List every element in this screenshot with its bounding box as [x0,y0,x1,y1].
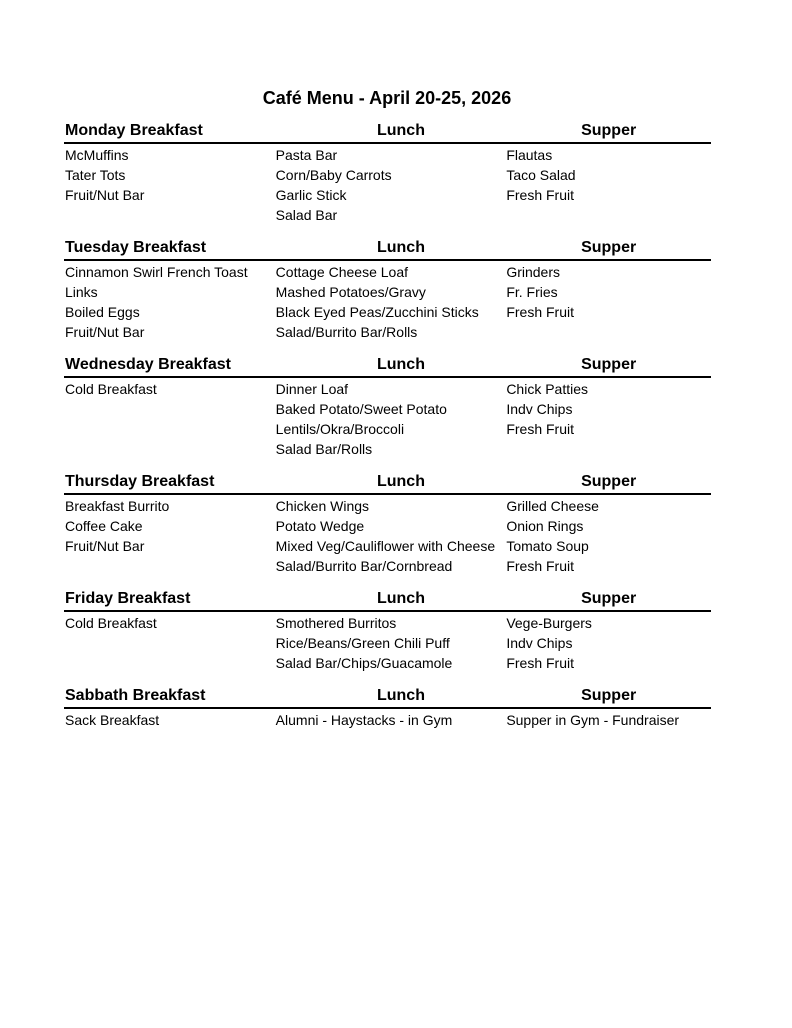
breakfast-item: Sack Breakfast [65,712,160,728]
breakfast-item: Fruit/Nut Bar [65,187,145,203]
menu-items [64,378,711,459]
supper-column [506,379,711,459]
breakfast-column [64,145,276,225]
supper-column [506,496,711,576]
menu-items [64,261,711,342]
supper-item: Fresh Fruit [506,304,574,320]
lunch-column [276,145,507,225]
lunch-item: Cottage Cheese Loaf [275,264,408,280]
supper-item: Grinders [506,264,560,280]
lunch-item: Garlic Stick [275,187,347,203]
breakfast-item: McMuffins [65,147,129,163]
lunch-item: Corn/Baby Carrots [275,167,392,183]
day-header [64,683,711,709]
supper-item: Onion Rings [506,518,584,534]
lunch-heading: Lunch [376,356,425,373]
breakfast-item: Cold Breakfast [65,615,157,631]
breakfast-item: Fruit/Nut Bar [65,538,145,554]
breakfast-item: Cold Breakfast [65,381,157,397]
lunch-heading: Lunch [376,122,425,139]
breakfast-item: Fruit/Nut Bar [65,324,145,340]
menu-items [64,612,711,673]
breakfast-column [64,710,276,730]
supper-item: Fr. Fries [506,284,558,300]
lunch-item: Dinner Loaf [275,381,349,397]
breakfast-column [64,496,276,576]
supper-item: Fresh Fruit [506,421,574,437]
supper-item: Taco Salad [506,167,576,183]
supper-item: Fresh Fruit [506,558,574,574]
day-header [64,352,711,378]
supper-item: Indv Chips [506,401,573,417]
lunch-column [276,613,507,673]
supper-heading: Supper [581,473,637,490]
supper-item: Supper in Gym - Fundraiser [506,712,680,728]
supper-item: Fresh Fruit [506,655,574,671]
lunch-heading: Lunch [376,239,425,256]
lunch-item: Salad/Burrito Bar/Rolls [275,324,418,340]
breakfast-column [64,379,276,459]
supper-column [506,262,711,342]
breakfast-item: Breakfast Burrito [65,498,170,514]
day-header [64,118,711,144]
lunch-item: Mixed Veg/Cauliflower with Cheese [275,538,496,554]
lunch-heading: Lunch [376,473,425,490]
breakfast-item: Links [65,284,98,300]
lunch-item: Alumni - Haystacks - in Gym [275,712,453,728]
supper-heading: Supper [581,239,637,256]
breakfast-heading: Tuesday Breakfast [65,239,207,256]
supper-column [506,710,711,730]
lunch-item: Smothered Burritos [275,615,397,631]
day-section [64,352,711,459]
lunch-heading: Lunch [376,687,425,704]
lunch-column [276,496,507,576]
menu-items [64,495,711,576]
supper-item: Grilled Cheese [506,498,599,514]
supper-item: Vege-Burgers [506,615,592,631]
breakfast-column [64,613,276,673]
supper-heading: Supper [581,356,637,373]
lunch-item: Pasta Bar [275,147,338,163]
breakfast-heading: Thursday Breakfast [65,473,215,490]
day-section [64,235,711,342]
supper-column [506,145,711,225]
breakfast-column [64,262,276,342]
day-section [64,118,711,225]
day-section [64,469,711,576]
breakfast-item: Coffee Cake [65,518,143,534]
breakfast-heading: Sabbath Breakfast [65,687,206,704]
lunch-heading: Lunch [376,590,425,607]
lunch-column [276,710,507,730]
lunch-column [276,262,507,342]
breakfast-item: Boiled Eggs [65,304,140,320]
day-section [64,683,711,730]
lunch-item: Lentils/Okra/Broccoli [275,421,405,437]
lunch-item: Potato Wedge [275,518,365,534]
supper-column [506,613,711,673]
day-header [64,235,711,261]
day-section [64,586,711,673]
lunch-item: Salad Bar [275,207,338,223]
day-header [64,469,711,495]
supper-item: Tomato Soup [506,538,589,554]
supper-heading: Supper [581,122,637,139]
page-title: Café Menu - April 20-25, 2026 [262,88,512,108]
lunch-item: Chicken Wings [275,498,370,514]
supper-heading: Supper [581,590,637,607]
menu-items [64,709,711,730]
lunch-item: Salad Bar/Chips/Guacamole [275,655,453,671]
lunch-item: Baked Potato/Sweet Potato [275,401,447,417]
supper-item: Fresh Fruit [506,187,574,203]
lunch-item: Black Eyed Peas/Zucchini Sticks [275,304,479,320]
breakfast-heading: Monday Breakfast [65,122,203,139]
supper-item: Chick Patties [506,381,589,397]
supper-heading: Supper [581,687,637,704]
breakfast-heading: Wednesday Breakfast [65,356,231,373]
lunch-item: Salad Bar/Rolls [275,441,373,457]
day-header [64,586,711,612]
menu-table [64,118,711,740]
supper-item: Indv Chips [506,635,573,651]
menu-items [64,144,711,225]
lunch-item: Salad/Burrito Bar/Cornbread [275,558,453,574]
lunch-column [276,379,507,459]
breakfast-heading: Friday Breakfast [65,590,191,607]
lunch-item: Mashed Potatoes/Gravy [275,284,426,300]
breakfast-item: Cinnamon Swirl French Toast [65,264,248,280]
breakfast-item: Tater Tots [65,167,126,183]
supper-item: Flautas [506,147,553,163]
lunch-item: Rice/Beans/Green Chili Puff [275,635,450,651]
